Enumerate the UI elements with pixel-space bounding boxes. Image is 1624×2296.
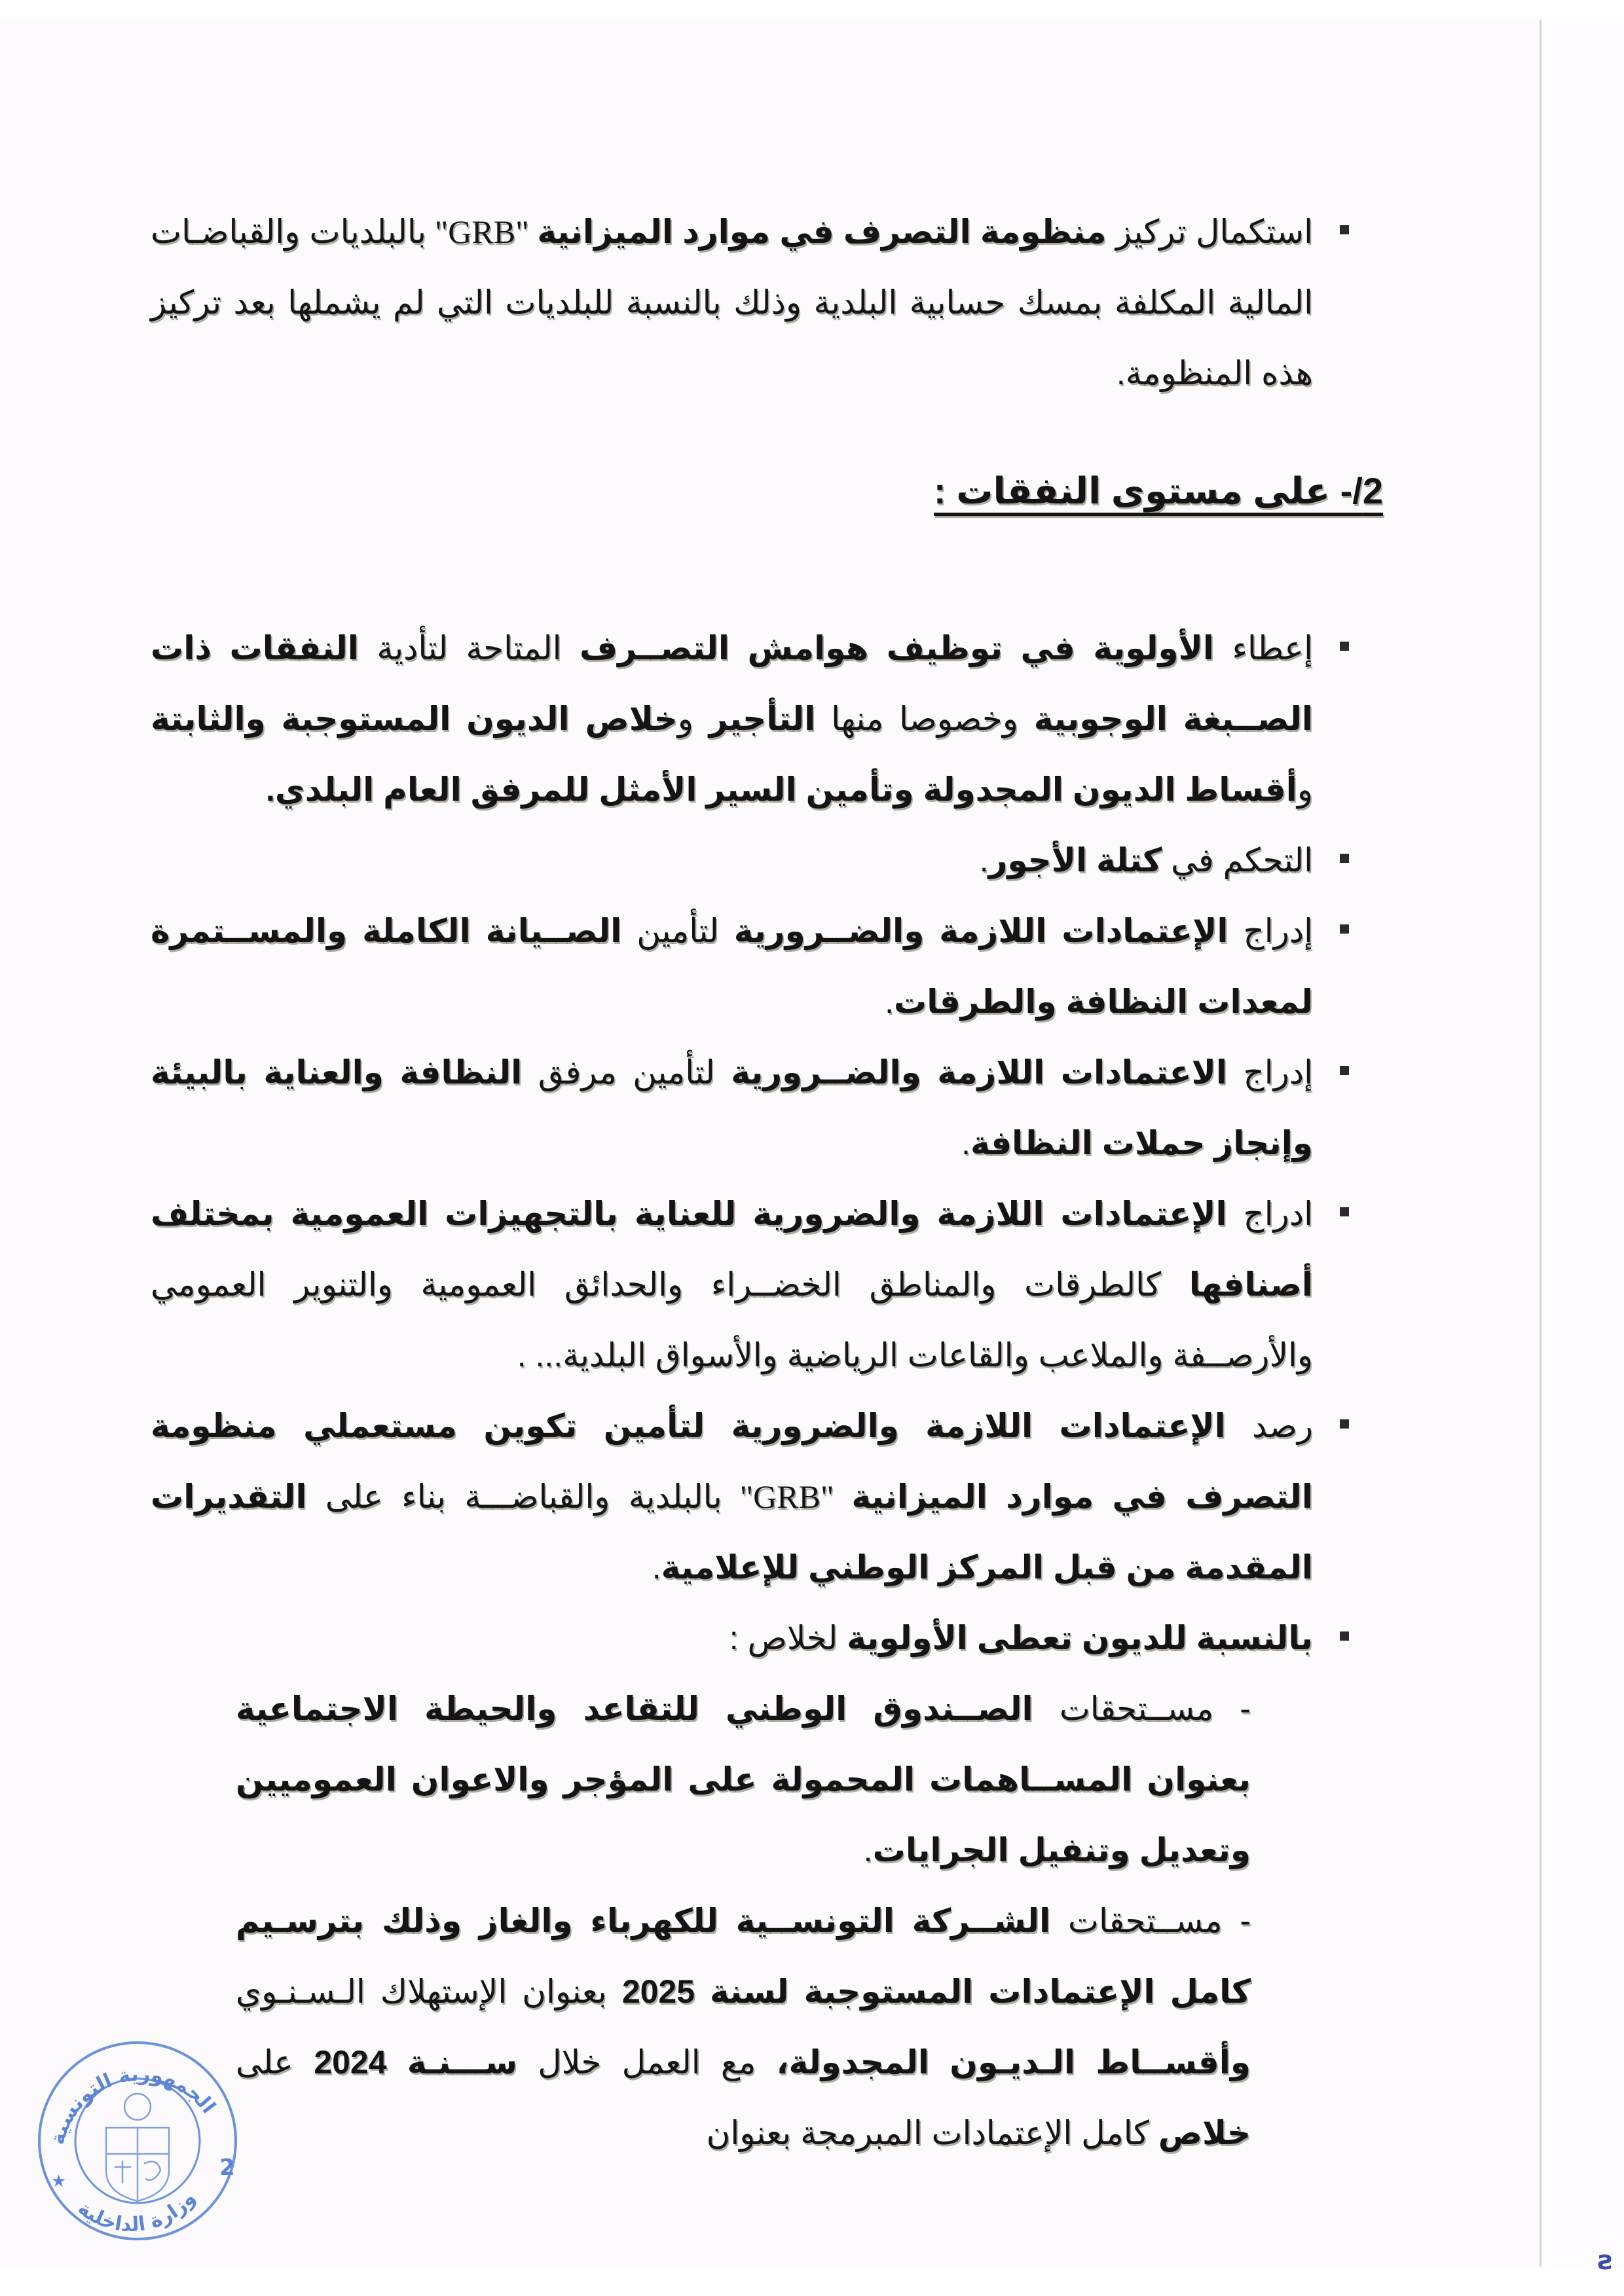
square-bullet-icon <box>1340 642 1349 651</box>
square-bullet-icon <box>1340 1419 1349 1429</box>
stamp-number: 2 <box>219 2155 235 2181</box>
text-run: مع العمل خلال <box>517 2044 777 2081</box>
bold-text-run: النظافة والعناية بالبيئة وإنجاز حملات النظافة <box>151 1054 1313 1161</box>
list-item <box>151 1603 1349 1673</box>
bold-text-run: وأقســاط الـديـون المجدولة، <box>776 2044 1251 2081</box>
square-bullet-icon <box>1340 1631 1349 1641</box>
text-run: على <box>236 2044 314 2081</box>
text-run: استكمال تركيز <box>1106 213 1313 250</box>
sub-list-item <box>151 1673 1349 1886</box>
bold-text-run: الإعتمادات اللازمة والضــرورية <box>733 913 1228 949</box>
bold-text-run: خلاص الديون المستوجبة والثابتة <box>151 701 678 737</box>
text-run: كالطرقات والمناطق الخضــراء والحدائق العمومية والتنوير العمومي والأرصــفة والملاعب والقاعات الرياضية والأسواق البلدية... . <box>151 1266 1313 1374</box>
list-item-text <box>151 1408 1313 1586</box>
list-item-text <box>151 913 1313 1020</box>
scan-margin-top <box>0 0 1624 20</box>
bold-text-run: خلاص <box>1158 2115 1251 2151</box>
text-run: . <box>979 842 989 879</box>
text-run: إدراج <box>1228 913 1313 949</box>
sub-list-item <box>151 1886 1349 2168</box>
bold-text-run: النفقات ذات الصــبغة الوجوبية <box>151 630 1313 737</box>
list-item-text <box>151 1195 1313 1374</box>
bold-text-run: منظومة التصرف في موارد الميزانية <box>537 213 1107 250</box>
intro-bullet <box>151 196 1349 409</box>
text-run: . <box>961 1125 970 1161</box>
bold-text-run: الصــيانة الكاملة والمســتمرة لمعدات النظافة والطرقات <box>151 913 1313 1020</box>
sub-items-list <box>151 1673 1349 2168</box>
bold-text-run: الصــندوق الوطني للتقاعد والحيطة الاجتماعية بعنوان المســاهمات المحمولة على المؤجر والاعوان العموميين وتعديل وتنفيل الجرايات <box>236 1690 1251 1868</box>
list-item <box>151 1037 1349 1178</box>
text-run: لخلاص : <box>729 1620 847 1656</box>
bold-text-run: التقديرات المقدمة من قبل المركز الوطني للإعلامية <box>151 1478 1313 1586</box>
square-bullet-icon <box>1340 924 1349 934</box>
text-run: ادراج <box>1227 1195 1313 1232</box>
list-item <box>151 1391 1349 1603</box>
bold-text-run: التأجير <box>709 701 816 737</box>
text-run: رصد <box>1225 1408 1313 1444</box>
square-bullet-icon <box>1340 854 1349 863</box>
stamp-text-bottom: وزارة الداخلية <box>73 2187 200 2237</box>
text-run: المتاحة لتأدية <box>358 630 580 666</box>
text-run: بالبلدية والقباضـــة بناء على <box>306 1478 722 1515</box>
text-run: - مســتحقات <box>1050 1903 1251 1939</box>
intro-bullet-text <box>151 213 1313 392</box>
bold-text-run: ســـنـة 2024 <box>314 2044 518 2081</box>
text-run: بالبلديات والقباضـات المالية المكلفة بمسك حسابية البلدية وذلك بالنسبة للبلديات التي لم يشملها بعد تركيز هذه المنظومة. <box>151 213 1313 392</box>
list-item-text <box>729 1620 1313 1656</box>
text-run: - مســتحقات <box>1033 1690 1251 1727</box>
list-item-text <box>151 630 1313 808</box>
text-run: لتأمين <box>621 913 734 949</box>
bold-text-run: أقساط الديون المجدولة وتأمين السير الأمثل للمرفق العام البلدي. <box>265 771 1297 808</box>
stamp-text-top: الجمهورية التونسية <box>46 2062 220 2147</box>
list-item <box>151 1178 1349 1391</box>
text-run: كامل الإعتمادات المبرمجة بعنوان <box>706 2115 1158 2151</box>
bold-text-run: الاعتمادات اللازمة والضــرورية <box>731 1054 1228 1091</box>
scan-margin-right <box>1541 20 1624 2272</box>
scan-edge-line <box>1540 20 1541 2272</box>
list-item-text <box>980 842 1313 879</box>
bold-text-run: كتلة الأجور <box>988 842 1162 879</box>
bullets-list <box>151 613 1349 1673</box>
text-run: . <box>863 1832 873 1868</box>
text-run: لتأمين مرفق <box>522 1054 731 1091</box>
list-item-text <box>151 1054 1313 1161</box>
text-run: التحكم في <box>1162 842 1313 879</box>
text-run: . <box>652 1549 661 1586</box>
stamp-star-icon: ★ <box>51 2172 67 2191</box>
text-run: وخصوصا منها <box>815 701 1034 737</box>
bold-text-run: بالنسبة للديون تعطى الأولوية <box>847 1620 1313 1656</box>
text-run: بعنوان الإستهلاك الـسـنـوي <box>236 1973 622 2010</box>
square-bullet-icon <box>1340 225 1349 234</box>
document-body <box>151 196 1383 2168</box>
square-bullet-icon <box>1340 1207 1349 1216</box>
official-stamp <box>26 2030 249 2252</box>
bold-text-run: الأولوية في توظيف هوامش التصــرف <box>580 630 1214 666</box>
bold-text-run: الشــركة التونســية للكهرباء والغاز وذلك بترسـيم كامل الإعتمادات المستوجبة لسنة 2025 <box>236 1903 1251 2010</box>
text-run: و <box>677 701 709 737</box>
list-item <box>151 825 1349 896</box>
bold-text-run: الإعتمادات اللازمة والضرورية لتأمين تكوين مستعملي منظومة التصرف في موارد الميزانية <box>151 1408 1313 1515</box>
list-item <box>151 613 1349 825</box>
text-run: . <box>885 983 894 1020</box>
scan-margin-bottom <box>0 2267 1624 2296</box>
text-run: و <box>1297 771 1313 808</box>
text-run: إعطاء <box>1214 630 1313 666</box>
square-bullet-icon <box>1340 1066 1349 1075</box>
text-run: "GRB" <box>426 213 538 250</box>
bold-text-run: الإعتمادات اللازمة والضرورية للعناية بالتجهيزات العمومية بمختلف أصنافها <box>151 1195 1313 1303</box>
text-run: "GRB" <box>722 1478 852 1515</box>
section-heading: 2/- على مستوى النفقات : <box>934 470 1383 511</box>
list-item <box>151 896 1349 1037</box>
corner-mark: ƨ <box>1598 2246 1614 2276</box>
text-run: إدراج <box>1227 1054 1313 1091</box>
coat-of-arms-icon <box>106 2094 169 2201</box>
